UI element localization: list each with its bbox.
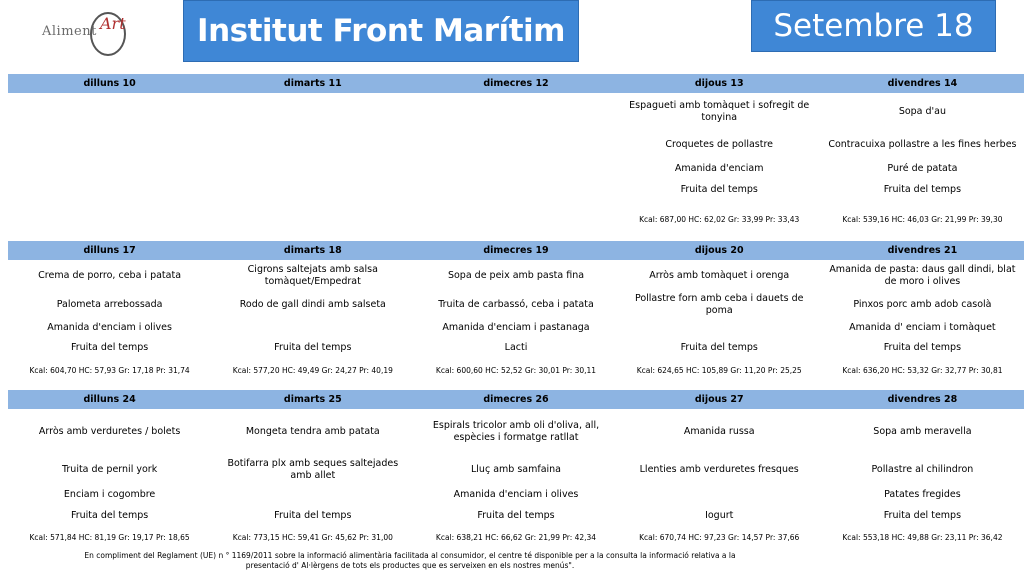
menu-cell: Cigrons saltejats amb salsa tomàquet/Empedrat (247, 263, 378, 287)
menu-cell (211, 159, 414, 179)
menu-cell: Amanida d'enciam (674, 163, 764, 174)
menu-cell: Amanida d' enciam i tomàquet (849, 322, 996, 333)
day-header: divendres 21 (887, 245, 958, 256)
menu-row-nutrition (8, 527, 1024, 549)
nutrition-cell: Kcal: 636,20 HC: 53,32 Gr: 32,77 Pr: 30,81 (842, 366, 1003, 375)
menu-row-dessert (8, 337, 1024, 359)
menu-cell (618, 319, 821, 337)
nutrition-cell (211, 201, 414, 239)
menu-cell: Llenties amb verduretes fresques (639, 464, 799, 475)
day-header: dimarts 25 (283, 394, 342, 405)
menu-cell: Puré de patata (887, 163, 958, 174)
day-header: divendres 14 (887, 78, 958, 89)
menu-cell (8, 179, 211, 201)
footer-line-1: En compliment del Reglament (UE) n ° 1169/2011 sobre la informació alimentària facilitada al consumidor, el centre té disponible per a la consulta la informació relativa a la (84, 551, 736, 560)
menu-cell: Palometa arrebossada (56, 299, 163, 310)
menu-cell (211, 131, 414, 159)
day-header: dimecres 19 (483, 245, 549, 256)
nutrition-cell: Kcal: 604,70 HC: 57,93 Gr: 17,18 Pr: 31,74 (29, 366, 190, 375)
nutrition-cell: Kcal: 624,65 HC: 105,89 Gr: 11,20 Pr: 25,25 (636, 366, 802, 375)
menu-cell: Pollastre forn amb ceba i dauets de poma (634, 293, 804, 316)
day-header: dijous 20 (694, 245, 744, 256)
menu-cell: Fruita del temps (680, 184, 758, 195)
menu-cell: Rodo de gall dindi amb salseta (239, 299, 386, 310)
week-header (8, 74, 1024, 93)
allergen-footer-note (60, 551, 760, 571)
menu-cell: Sopa de peix amb pasta fina (447, 269, 585, 281)
menu-cell: Amanida d'enciam i olives (47, 322, 172, 333)
day-header: dimarts 18 (283, 245, 342, 256)
nutrition-cell: Kcal: 638,21 HC: 66,62 Gr: 21,99 Pr: 42,34 (435, 533, 597, 542)
menu-cell: Lluç amb samfaina (471, 464, 561, 475)
menu-cell: Botifarra plx amb seques saltejades amb allet (227, 458, 399, 481)
menu-row-dessert (8, 505, 1024, 527)
menu-row-dessert (8, 179, 1024, 201)
menu-cell (211, 93, 414, 131)
menu-cell: Crema de porro, ceba i patata (38, 269, 182, 281)
day-header: dilluns 17 (83, 245, 136, 256)
menu-cell: Amanida russa (683, 426, 755, 437)
menu-cell: Fruita del temps (883, 510, 962, 521)
month-banner (751, 0, 996, 52)
menu-cell (8, 93, 211, 131)
logo-art-text: Art (100, 14, 126, 33)
menu-cell (8, 131, 211, 159)
menu-cell: Pollastre al chilindron (871, 464, 974, 475)
menu-cell (414, 159, 617, 179)
nutrition-cell: Kcal: 571,84 HC: 81,19 Gr: 19,17 Pr: 18,65 (29, 533, 190, 542)
menu-cell (211, 319, 414, 337)
week-header (8, 390, 1024, 409)
menu-cell (211, 485, 414, 505)
menu-row-nutrition (8, 201, 1024, 239)
week-3 (8, 390, 1024, 549)
menu-cell (414, 131, 617, 159)
menu-cell: Fruita del temps (70, 510, 149, 521)
menu-cell: Sopa amb meravella (873, 426, 972, 437)
day-header: dijous 13 (694, 78, 744, 89)
menu-cell: Amanida de pasta: daus gall dindi, blat de moro i olives (829, 263, 1016, 287)
school-title: Institut Front Marítim (197, 13, 565, 49)
menu-cell: Sopa d'au (898, 106, 947, 117)
nutrition-cell: Kcal: 553,18 HC: 49,88 Gr: 23,11 Pr: 36,42 (842, 533, 1003, 542)
menu-row-first-course (8, 260, 1024, 291)
day-header: dimecres 12 (483, 78, 549, 89)
nutrition-cell (414, 201, 617, 239)
menu-cell: Patates fregides (884, 489, 961, 500)
nutrition-cell: Kcal: 539,16 HC: 46,03 Gr: 21,99 Pr: 39,30 (842, 215, 1003, 224)
menu-cell: Mongeta tendra amb patata (245, 426, 380, 437)
menu-cell: Espagueti amb tomàquet i sofregit de tonyina (629, 100, 810, 123)
week-header (8, 241, 1024, 260)
nutrition-cell (8, 201, 211, 239)
nutrition-cell: Kcal: 577,20 HC: 49,49 Gr: 24,27 Pr: 40,19 (232, 366, 393, 375)
menu-row-first-course (8, 409, 1024, 455)
menu-row-second-course (8, 291, 1024, 319)
menu-cell (618, 485, 821, 505)
menu-cell (211, 179, 414, 201)
menu-row-second-course (8, 455, 1024, 485)
school-title-banner (183, 0, 579, 62)
week-1 (8, 74, 1024, 239)
menu-cell: Truita de carbassó, ceba i patata (438, 299, 594, 310)
menu-cell: Fruita del temps (274, 342, 352, 353)
menu-cell: Amanida d'enciam i olives (453, 489, 579, 500)
menu-cell: Fruita del temps (680, 342, 758, 353)
logo-text: Aliment (42, 24, 97, 39)
menu-cell: Fruita del temps (477, 510, 555, 521)
menu-cell: Iogurt (705, 510, 734, 521)
nutrition-cell: Kcal: 687,00 HC: 62,02 Gr: 33,99 Pr: 33,43 (639, 215, 800, 224)
menu-cell: Truita de pernil york (61, 464, 158, 475)
menu-cell: Croquetes de pollastre (665, 139, 774, 150)
day-header: dimecres 26 (483, 394, 549, 405)
menu-row-nutrition (8, 359, 1024, 383)
month-title: Setembre 18 (773, 8, 974, 44)
nutrition-cell: Kcal: 600,60 HC: 52,52 Gr: 30,01 Pr: 30,11 (435, 366, 597, 375)
menu-cell: Fruita del temps (883, 342, 962, 353)
day-header: dimarts 11 (283, 78, 342, 89)
day-header: dilluns 24 (83, 394, 136, 405)
footer-line-2: presentació d' Al·lèrgens de tots els productes que es serveixen en els nostres menús". (245, 561, 575, 570)
menu-row-second-course (8, 131, 1024, 159)
menu-cell: Arròs amb verduretes / bolets (38, 426, 181, 437)
menu-row-side (8, 319, 1024, 337)
week-2 (8, 241, 1024, 383)
menu-cell (414, 93, 617, 131)
menu-cell: Enciam i cogombre (63, 489, 156, 500)
menu-cell (414, 179, 617, 201)
menu-cell: Fruita del temps (883, 184, 962, 195)
company-logo (38, 6, 130, 62)
menu-row-side (8, 485, 1024, 505)
day-header: divendres 28 (887, 394, 958, 405)
menu-cell (8, 159, 211, 179)
nutrition-cell: Kcal: 773,15 HC: 59,41 Gr: 45,62 Pr: 31,00 (232, 533, 393, 542)
day-header: dilluns 10 (83, 78, 136, 89)
menu-cell: Espirals tricolor amb oli d'oliva, all, espècies i formatge ratllat (432, 420, 600, 443)
menu-row-first-course (8, 93, 1024, 131)
menu-cell: Fruita del temps (70, 342, 149, 353)
menu-cell: Lacti (504, 342, 528, 353)
menu-cell: Arròs amb tomàquet i orenga (649, 269, 790, 281)
menu-cell: Contracuixa pollastre a les fines herbes (828, 139, 1017, 150)
menu-cell: Amanida d'enciam i pastanaga (442, 322, 590, 333)
nutrition-cell: Kcal: 670,74 HC: 97,23 Gr: 14,57 Pr: 37,66 (639, 533, 800, 542)
menu-row-side (8, 159, 1024, 179)
menu-cell: Fruita del temps (274, 510, 352, 521)
day-header: dijous 27 (694, 394, 744, 405)
menu-cell: Pinxos porc amb adob casolà (853, 299, 992, 310)
